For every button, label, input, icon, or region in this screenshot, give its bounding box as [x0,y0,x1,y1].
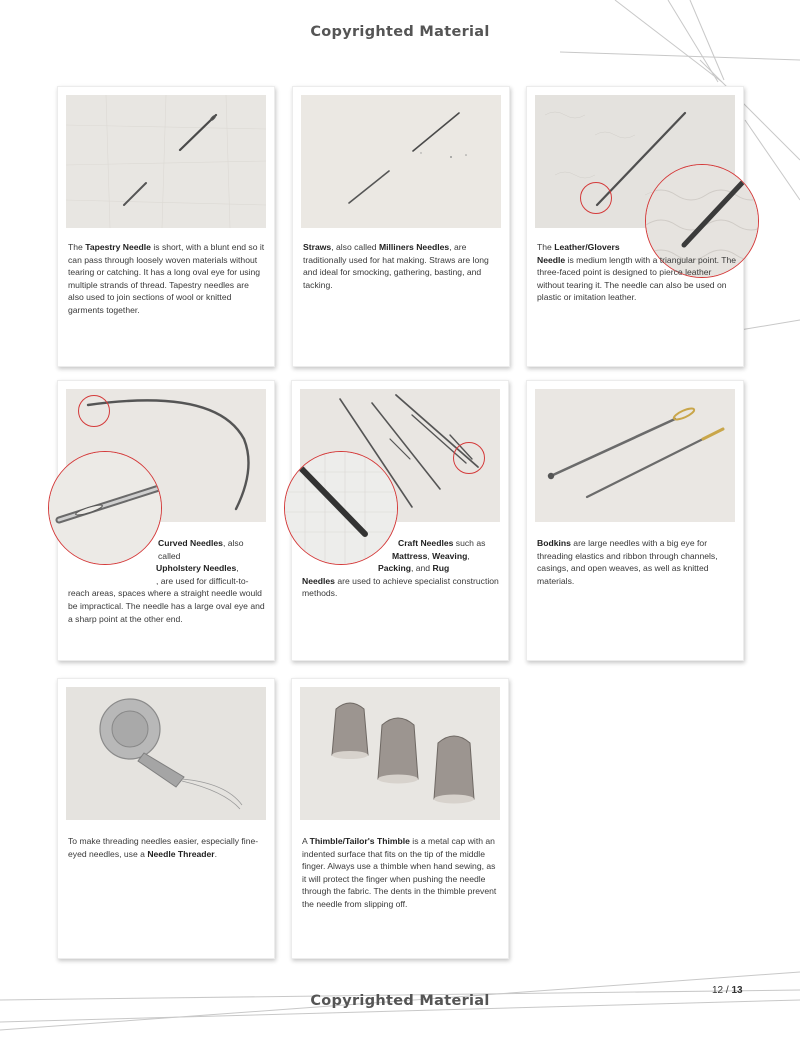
card-straws [292,86,510,367]
straws-needle-photo [301,95,501,228]
craft-needles-highlight-small [453,442,485,474]
needle-threader-description: To make threading needles easier, especially fine-eyed needles, use a Needle Threader. [68,836,259,859]
copyright-footer: Copyrighted Material [310,993,490,1009]
curved-needle-highlight-small [78,395,110,427]
tapestry-needle-photo [66,95,266,228]
page-number: 12 / 13 [712,985,743,996]
card-leather-needle [526,86,744,367]
card-curved-needles [57,380,275,661]
copyright-header: Copyrighted Material [310,24,490,40]
tapestry-needle-description: The Tapestry Needle is short, with a blunt end so it can pass through loosely woven materials without tearing or catching. It has a long oval eye for using multiple strands of thread. Tapestry needles are also used to join sections of wool or knitted garments together. [68,242,265,315]
card-thimble [291,678,509,959]
thimble-description: A Thimble/Tailor's Thimble is a metal cap with an indented surface that fits on the tip of the middle finger. Always use a thimble when hand sewing, as it will protect the finger when pushing the needle through the fabric. The dents in the thimble prevent the needle from slipping off. [302,836,497,909]
card-craft-needles [291,380,509,661]
needle-threader-photo [66,687,266,820]
bodkins-photo [535,389,735,522]
bodkins-description: Bodkins are large needles with a big eye for threading elastics and ribbon through channels, casings, and open weaves, as well as knitted materials. [537,538,718,586]
leather-needle-highlight-small [580,182,612,214]
card-bodkins [526,380,744,661]
leather-needle-description: The Leather/Glovers Needle is medium length with a triangular point. The three-faced point is designed to pierce leather without tearing it. The needle can also be used on plastic or imitation leather. [537,242,737,303]
thimbles-photo [300,687,500,820]
card-tapestry-needle [57,86,275,367]
card-needle-threader [57,678,275,959]
craft-needles-description: Craft Needles such as Mattress, Weaving, Packing, and Rug Needles are used to achieve specialist construction methods. [302,538,499,599]
curved-needles-description: Curved Needles, also called Upholstery Needles, , are used for difficult-to-reach areas, spaces where a straight needle would be impractical. The needle has a large oval eye and a sharp point at the other end. [68,538,265,624]
straws-description: Straws, also called Milliners Needles, are traditionally used for hat making. Straws are long and ideal for smocking, gathering, basting, and tacking. [303,242,489,290]
